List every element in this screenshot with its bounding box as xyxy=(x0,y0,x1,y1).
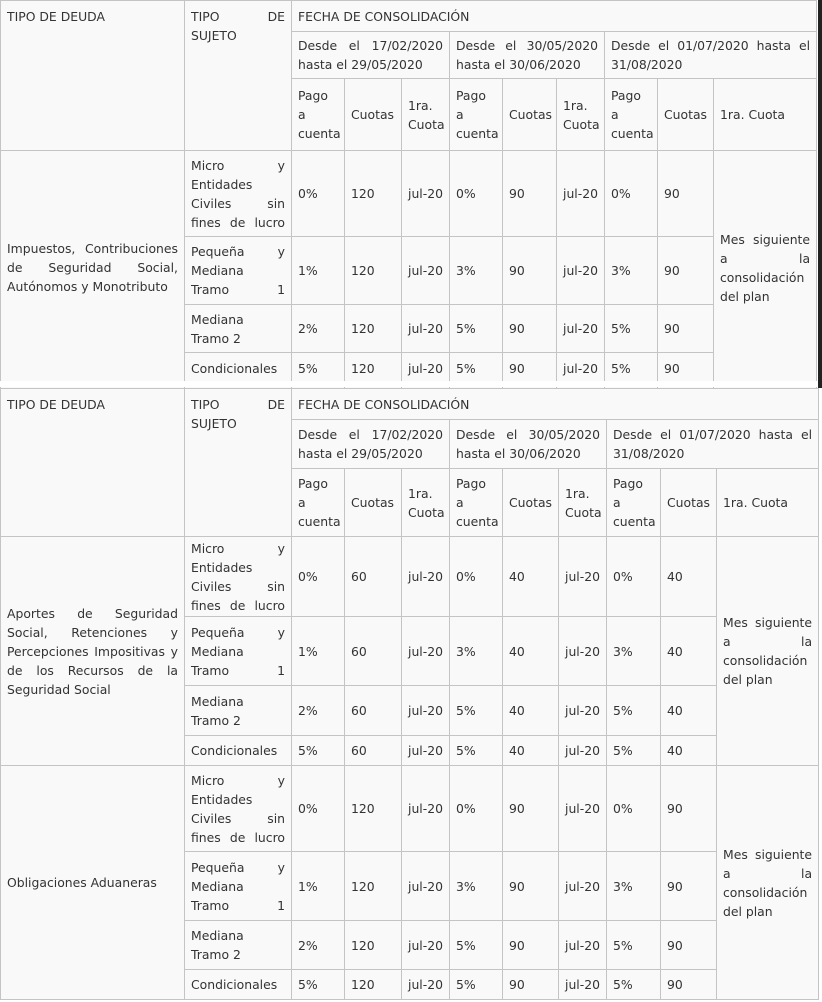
mes-cell: jul-20 xyxy=(559,736,607,766)
pago-cell: 2% xyxy=(292,686,345,736)
pago-cell: 5% xyxy=(605,305,658,353)
cuotas-cell: 120 xyxy=(345,305,402,353)
pago-cell: 5% xyxy=(292,970,345,1000)
pago-cell: 5% xyxy=(607,921,661,970)
sujeto-cell: Pequeña y Mediana Tramo 1 xyxy=(185,237,292,305)
header-pago-a-cuenta: Pago a cuenta xyxy=(292,79,345,151)
cuotas-cell: 120 xyxy=(345,151,402,237)
header-periodo-1: Desde el 17/02/2020 hasta el 29/05/2020 xyxy=(292,32,450,79)
header-primera-cuota: 1ra. Cuota xyxy=(402,79,450,151)
cuotas-cell: 40 xyxy=(661,686,717,736)
pago-cell: 3% xyxy=(450,237,503,305)
header-primera-cuota: 1ra. Cuota xyxy=(717,469,819,537)
mes-cell: jul-20 xyxy=(559,766,607,852)
pago-cell: 0% xyxy=(292,766,345,852)
mes-cell: jul-20 xyxy=(402,970,450,1000)
cuotas-cell: 90 xyxy=(503,237,557,305)
pago-cell: 0% xyxy=(292,151,345,237)
header-cuotas: Cuotas xyxy=(345,469,402,537)
mes-cell: jul-20 xyxy=(402,151,450,237)
cuotas-cell: 90 xyxy=(503,151,557,237)
header-primera-cuota: 1ra. Cuota xyxy=(557,79,605,151)
cuotas-cell: 90 xyxy=(503,970,559,1000)
header-periodo-3: Desde el 01/07/2020 hasta el 31/08/2020 xyxy=(607,420,819,469)
mes-cell: jul-20 xyxy=(402,237,450,305)
pago-cell: 5% xyxy=(292,353,345,385)
pago-cell: 0% xyxy=(607,766,661,852)
pago-cell: 5% xyxy=(607,686,661,736)
mes-cell: jul-20 xyxy=(402,305,450,353)
pago-cell: 3% xyxy=(605,237,658,305)
header-fecha-consolidacion: FECHA DE CONSOLIDACIÓN xyxy=(292,389,819,420)
cuotas-cell: 40 xyxy=(503,736,559,766)
mes-cell: jul-20 xyxy=(402,617,450,686)
pago-cell: 0% xyxy=(450,766,503,852)
header-pago-a-cuenta: Pago a cuenta xyxy=(450,79,503,151)
tipo-deuda-cell: Aportes de Seguridad Social, Retenciones y Percepciones Impositivas y de los Recursos de la Seguridad Social xyxy=(1,537,185,766)
header-pago-a-cuenta: Pago a cuenta xyxy=(605,79,658,151)
mes-cell: jul-20 xyxy=(557,353,605,385)
header-pago-a-cuenta: Pago a cuenta xyxy=(292,469,345,537)
pago-cell: 0% xyxy=(450,151,503,237)
header-periodo-3: Desde el 01/07/2020 hasta el 31/08/2020 xyxy=(605,32,817,79)
header-periodo-1: Desde el 17/02/2020 hasta el 29/05/2020 xyxy=(292,420,450,469)
cuotas-cell: 120 xyxy=(345,921,402,970)
table-aportes-aduaneras xyxy=(0,388,819,1000)
mes-cell: jul-20 xyxy=(559,852,607,921)
sujeto-cell: Mediana Tramo 2 xyxy=(185,921,292,970)
header-primera-cuota: 1ra. Cuota xyxy=(714,79,817,151)
pago-cell: 5% xyxy=(450,305,503,353)
header-tipo-sujeto: TIPO DE SUJETO xyxy=(185,1,292,151)
cuotas-cell: 120 xyxy=(345,766,402,852)
cuotas-cell: 90 xyxy=(661,921,717,970)
header-periodo-2: Desde el 30/05/2020 hasta el 30/06/2020 xyxy=(450,420,607,469)
mes-cell: jul-20 xyxy=(559,970,607,1000)
pago-cell: 0% xyxy=(605,151,658,237)
primera-cuota-cell: Mes siguiente a la consolidación del plan xyxy=(714,151,817,385)
pago-cell: 3% xyxy=(450,852,503,921)
sujeto-cell: Pequeña y Mediana Tramo 1 xyxy=(185,617,292,686)
sujeto-cell: Condicionales xyxy=(185,736,292,766)
pago-cell: 1% xyxy=(292,237,345,305)
cuotas-cell: 60 xyxy=(345,617,402,686)
pago-cell: 3% xyxy=(607,852,661,921)
mes-cell: jul-20 xyxy=(402,736,450,766)
pago-cell: 0% xyxy=(292,537,345,617)
cuotas-cell: 60 xyxy=(345,537,402,617)
pago-cell: 0% xyxy=(607,537,661,617)
cuotas-cell: 120 xyxy=(345,237,402,305)
cuotas-cell: 90 xyxy=(661,970,717,1000)
cuotas-cell: 90 xyxy=(503,852,559,921)
cuotas-cell: 40 xyxy=(503,617,559,686)
pago-cell: 3% xyxy=(450,617,503,686)
pago-cell: 1% xyxy=(292,852,345,921)
mes-cell: jul-20 xyxy=(402,921,450,970)
cuotas-cell: 90 xyxy=(503,921,559,970)
pago-cell: 5% xyxy=(292,736,345,766)
header-fecha-consolidacion: FECHA DE CONSOLIDACIÓN xyxy=(292,1,817,32)
cuotas-cell: 90 xyxy=(658,151,714,237)
header-cuotas: Cuotas xyxy=(345,79,402,151)
mes-cell: jul-20 xyxy=(557,151,605,237)
header-cuotas: Cuotas xyxy=(503,79,557,151)
table-impuestos xyxy=(0,0,817,397)
pago-cell: 5% xyxy=(607,736,661,766)
mes-cell: jul-20 xyxy=(557,237,605,305)
sujeto-cell: Condicionales xyxy=(185,353,292,385)
header-periodo-2: Desde el 30/05/2020 hasta el 30/06/2020 xyxy=(450,32,605,79)
mes-cell: jul-20 xyxy=(559,686,607,736)
cuotas-cell: 90 xyxy=(658,353,714,385)
cuotas-cell: 90 xyxy=(658,305,714,353)
cuotas-cell: 60 xyxy=(345,686,402,736)
table-row xyxy=(1,151,817,237)
mes-cell: jul-20 xyxy=(402,766,450,852)
cuotas-cell: 120 xyxy=(345,852,402,921)
pago-cell: 3% xyxy=(607,617,661,686)
cuotas-cell: 90 xyxy=(658,237,714,305)
mes-cell: jul-20 xyxy=(557,305,605,353)
pago-cell: 2% xyxy=(292,305,345,353)
mes-cell: jul-20 xyxy=(559,537,607,617)
cuotas-cell: 90 xyxy=(503,766,559,852)
window-edge xyxy=(818,0,822,388)
pago-cell: 5% xyxy=(450,921,503,970)
header-pago-a-cuenta: Pago a cuenta xyxy=(450,469,503,537)
pago-cell: 5% xyxy=(450,353,503,385)
cuotas-cell: 40 xyxy=(661,537,717,617)
sujeto-cell: Pequeña y Mediana Tramo 1 xyxy=(185,852,292,921)
primera-cuota-cell: Mes siguiente a la consolidación del plan xyxy=(717,766,819,1000)
pago-cell: 5% xyxy=(450,970,503,1000)
mes-cell: jul-20 xyxy=(559,617,607,686)
primera-cuota-cell: Mes siguiente a la consolidación del plan xyxy=(717,537,819,766)
header-primera-cuota: 1ra. Cuota xyxy=(559,469,607,537)
screenshot-seam xyxy=(0,381,822,387)
cuotas-cell: 40 xyxy=(661,617,717,686)
pago-cell: 5% xyxy=(450,736,503,766)
pago-cell: 2% xyxy=(292,921,345,970)
pago-cell: 5% xyxy=(450,686,503,736)
header-cuotas: Cuotas xyxy=(661,469,717,537)
mes-cell: jul-20 xyxy=(402,353,450,385)
header-tipo-deuda: TIPO DE DEUDA xyxy=(1,389,185,537)
sujeto-cell: Mediana Tramo 2 xyxy=(185,686,292,736)
table-row xyxy=(1,537,819,617)
header-primera-cuota: 1ra. Cuota xyxy=(402,469,450,537)
pago-cell: 0% xyxy=(450,537,503,617)
pago-cell: 5% xyxy=(607,970,661,1000)
cuotas-cell: 40 xyxy=(503,537,559,617)
header-cuotas: Cuotas xyxy=(503,469,559,537)
cuotas-cell: 90 xyxy=(661,766,717,852)
cuotas-cell: 40 xyxy=(661,736,717,766)
cuotas-cell: 90 xyxy=(503,353,557,385)
sujeto-cell: Condicionales xyxy=(185,970,292,1000)
mes-cell: jul-20 xyxy=(402,537,450,617)
cuotas-cell: 90 xyxy=(503,305,557,353)
header-tipo-sujeto: TIPO DE SUJETO xyxy=(185,389,292,537)
pago-cell: 1% xyxy=(292,617,345,686)
tipo-deuda-cell: Impuestos, Contribuciones de Seguridad Social, Autónomos y Monotributo xyxy=(1,151,185,385)
tipo-deuda-cell: Obligaciones Aduaneras xyxy=(1,766,185,1000)
header-cuotas: Cuotas xyxy=(658,79,714,151)
sujeto-cell: Micro y Entidades Civiles sin fines de lucro xyxy=(185,537,292,617)
header-pago-a-cuenta: Pago a cuenta xyxy=(607,469,661,537)
sujeto-cell: Micro y Entidades Civiles sin fines de lucro xyxy=(185,766,292,852)
cuotas-cell: 60 xyxy=(345,736,402,766)
cuotas-cell: 120 xyxy=(345,353,402,385)
cuotas-cell: 40 xyxy=(503,686,559,736)
sujeto-cell: Mediana Tramo 2 xyxy=(185,305,292,353)
header-tipo-deuda: TIPO DE DEUDA xyxy=(1,1,185,151)
mes-cell: jul-20 xyxy=(402,852,450,921)
mes-cell: jul-20 xyxy=(559,921,607,970)
table-row xyxy=(1,766,819,852)
cuotas-cell: 120 xyxy=(345,970,402,1000)
mes-cell: jul-20 xyxy=(402,686,450,736)
sujeto-cell: Micro y Entidades Civiles sin fines de lucro xyxy=(185,151,292,237)
cuotas-cell: 90 xyxy=(661,852,717,921)
pago-cell: 5% xyxy=(605,353,658,385)
